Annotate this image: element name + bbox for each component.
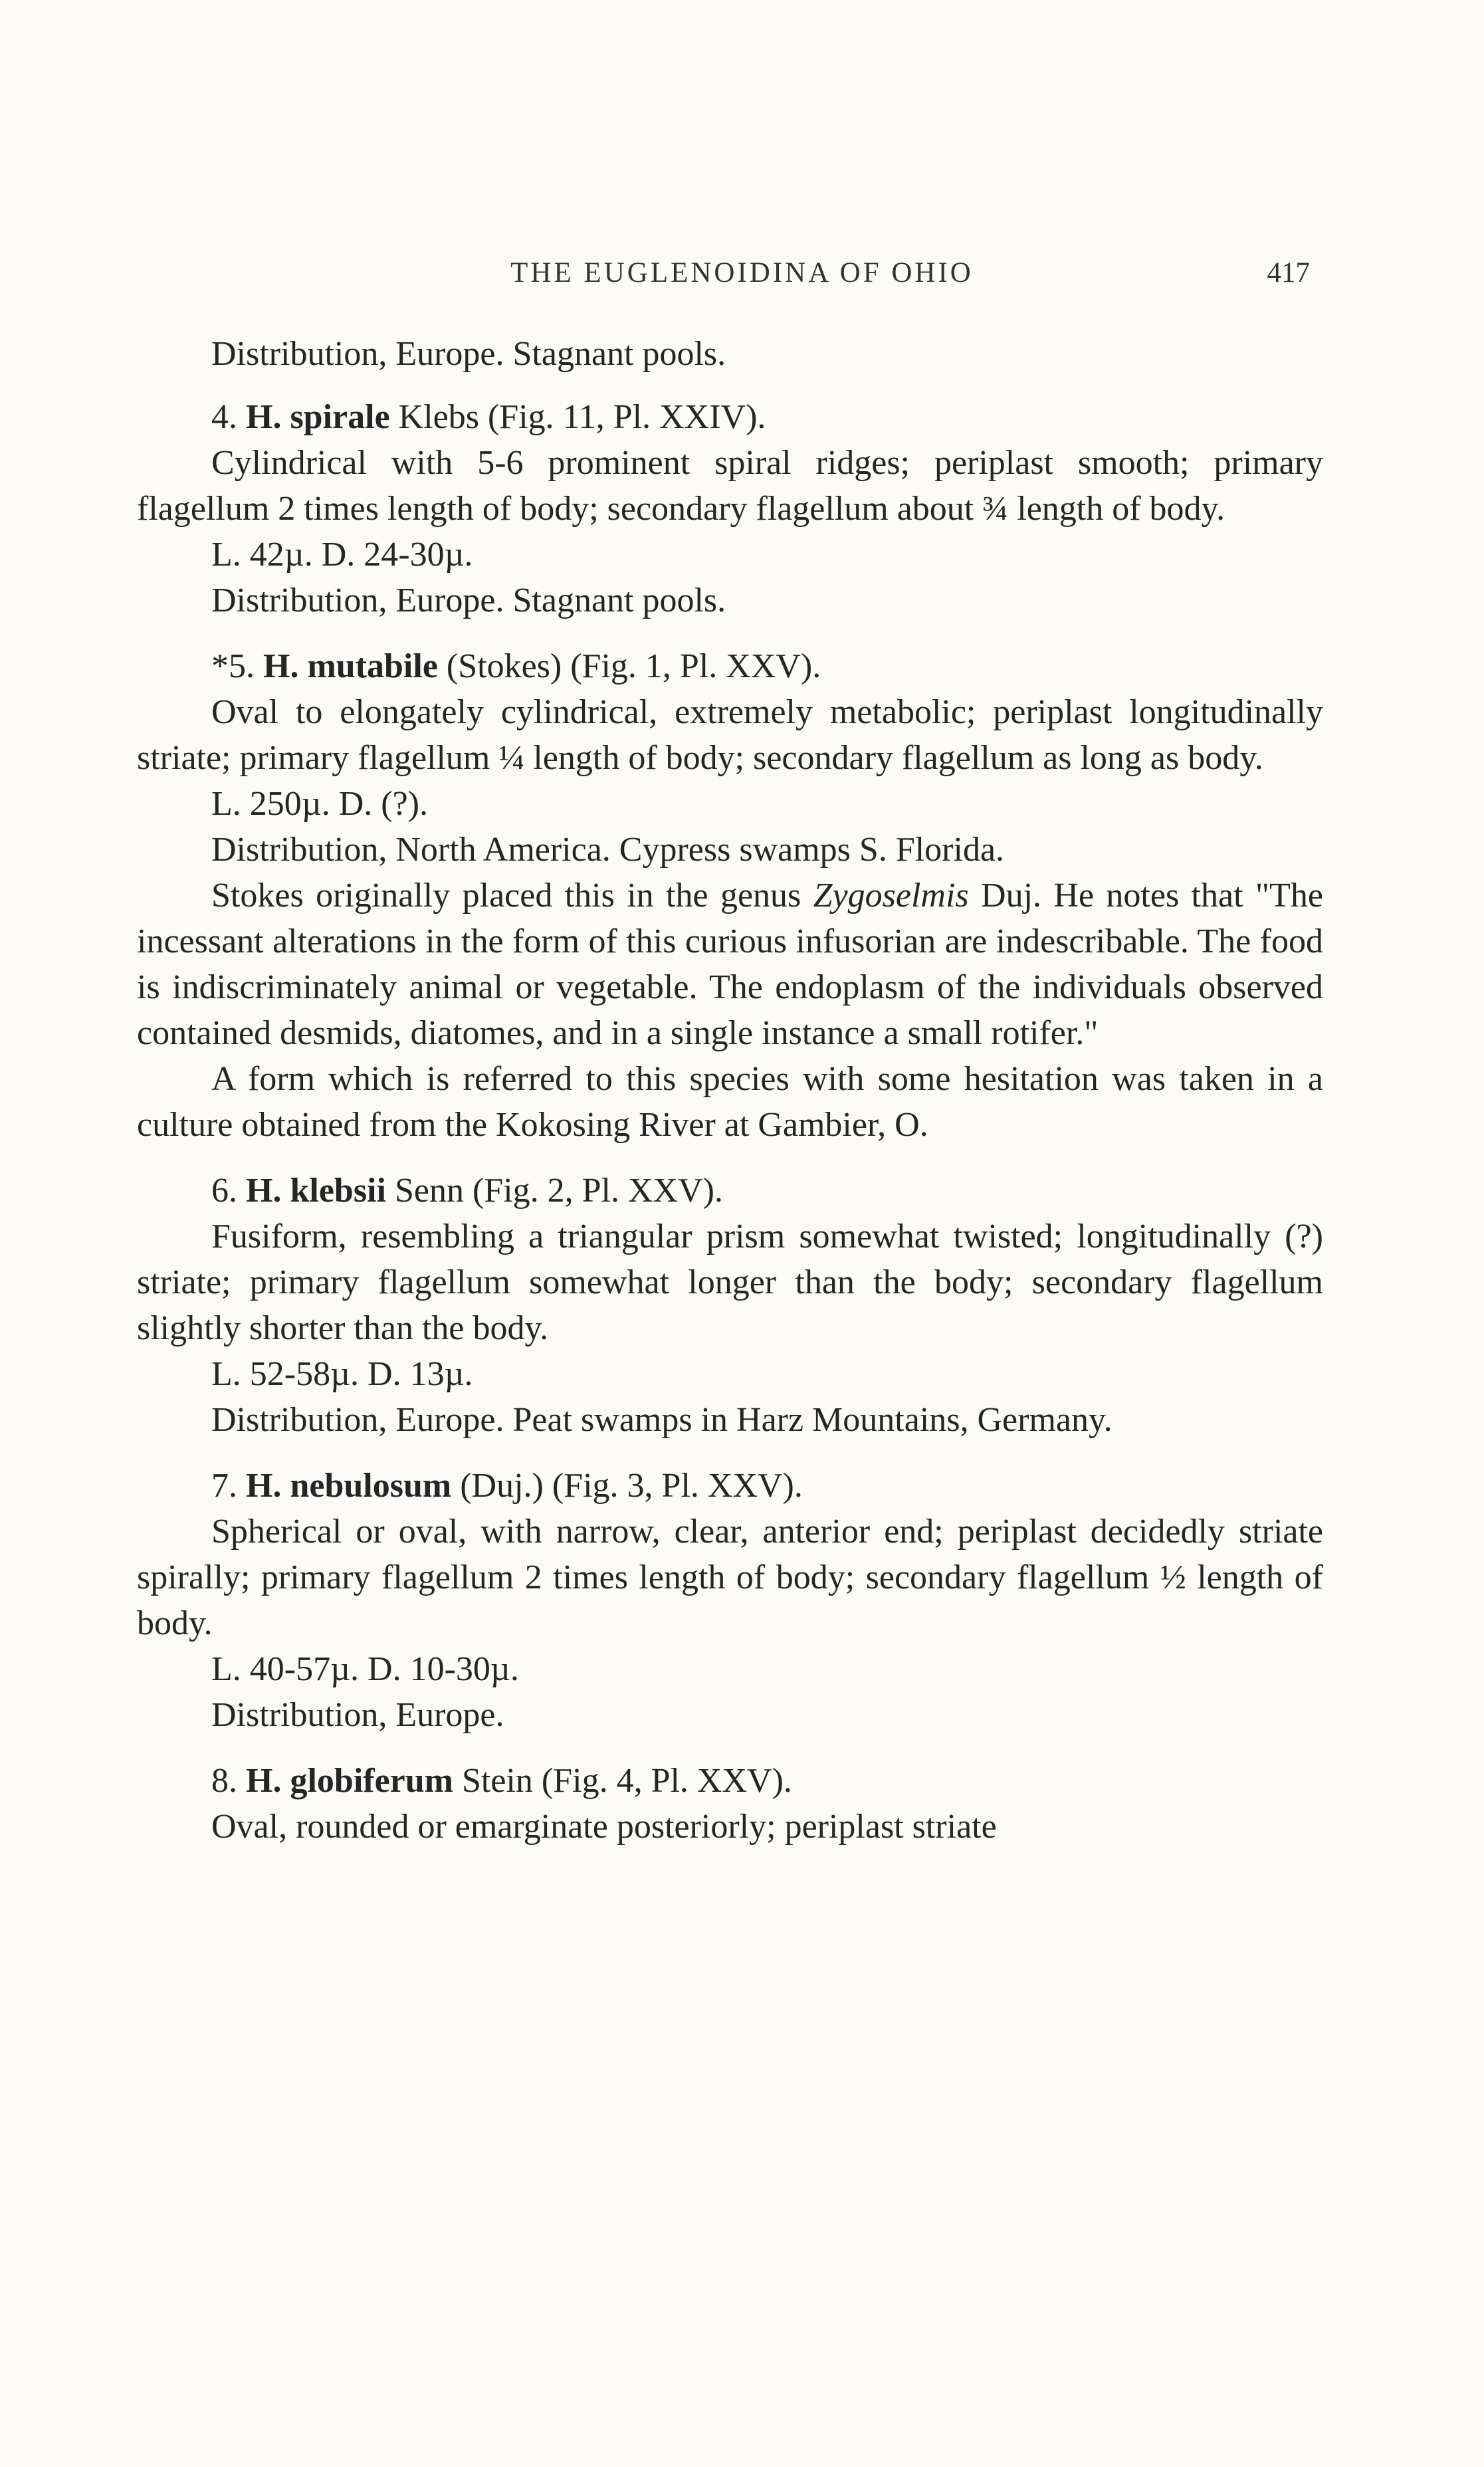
measurement-line: L. 52-58µ. D. 13µ.: [211, 1355, 473, 1393]
measurement-line: L. 42µ. D. 24-30µ.: [211, 536, 473, 574]
species-name: H. spirale: [246, 398, 390, 436]
running-title: THE EUGLENOIDINA OF OHIO: [510, 257, 974, 288]
measurement-line: L. 40-57µ. D. 10-30µ.: [211, 1650, 519, 1688]
remarks-paragraph: A form which is referred to this species with some hesitation was taken in a culture obtained from the Kokosing River at Gambier, O.: [137, 1060, 1323, 1144]
species-name: H. nebulosum: [246, 1467, 452, 1505]
species-heading-spirale: [137, 394, 1323, 440]
distribution-line: Distribution, Europe. Peat swamps in Harz Mountains, Germany.: [211, 1401, 1113, 1439]
species-heading-nebulosum: [137, 1463, 1323, 1509]
species-description: Oval to elongately cylindrical, extremely metabolic; periplast longitudinally striate; primary flagellum ¼ length of body; secondary flagellum as long as body.: [137, 693, 1323, 777]
page-body: [137, 331, 1323, 1850]
species-description: Fusiform, resembling a triangular prism somewhat twisted; longitudinally (?) striate; primary flagellum somewhat longer than the body; secondary flagellum slightly shorter than the body.: [137, 1218, 1323, 1347]
species-description: Oval, rounded or emarginate posteriorly; periplast striate: [211, 1808, 997, 1846]
species-number: 7.: [211, 1467, 237, 1505]
measurement-line: L. 250µ. D. (?).: [211, 785, 428, 823]
species-name: H. globiferum: [246, 1762, 453, 1800]
species-number: 4.: [211, 398, 237, 436]
page-number: 417: [1267, 257, 1310, 288]
species-name: H. mutabile: [263, 647, 438, 685]
genus-name: Zygoselmis: [813, 877, 969, 914]
distribution-line: Distribution, North America. Cypress swamps S. Florida.: [211, 831, 1005, 869]
species-heading-klebsii: [137, 1168, 1323, 1214]
species-authority: (Stokes) (Fig. 1, Pl. XXV).: [437, 647, 821, 685]
distribution-line: Distribution, Europe. Stagnant pools.: [211, 335, 726, 373]
species-name: H. klebsii: [246, 1172, 386, 1210]
remarks-text: Duj. He notes that "The incessant alterations in the form of this curious infusorian are indescribable. The food is indiscriminately animal or vegetable. The endoplasm of the individuals observed contained desmids, diatomes, and in a single instance a small rotifer.": [137, 877, 1323, 1052]
species-number: 6.: [211, 1172, 237, 1210]
distribution-line: Distribution, Europe.: [211, 1696, 504, 1734]
species-heading-mutabile: [137, 643, 1323, 689]
remarks-text: Stokes originally placed this in the genus: [211, 877, 813, 914]
species-number: 8.: [211, 1762, 237, 1800]
species-description: Cylindrical with 5-6 prominent spiral ridges; periplast smooth; primary flagellum 2 times length of body; secondary flagellum about ¾ length of body.: [137, 444, 1323, 528]
species-number: *5.: [211, 647, 255, 685]
species-authority: Klebs (Fig. 11, Pl. XXIV).: [389, 398, 766, 436]
page-header: [0, 257, 1484, 290]
species-heading-globiferum: [137, 1758, 1323, 1804]
species-authority: Stein (Fig. 4, Pl. XXV).: [453, 1762, 792, 1800]
species-authority: Senn (Fig. 2, Pl. XXV).: [385, 1172, 723, 1210]
species-authority: (Duj.) (Fig. 3, Pl. XXV).: [451, 1467, 803, 1505]
distribution-line: Distribution, Europe. Stagnant pools.: [211, 582, 726, 619]
remarks-paragraph: [137, 873, 1323, 1056]
species-description: Spherical or oval, with narrow, clear, anterior end; periplast decidedly striate spirally; primary flagellum 2 times length of body; secondary flagellum ½ length of body.: [137, 1513, 1323, 1642]
